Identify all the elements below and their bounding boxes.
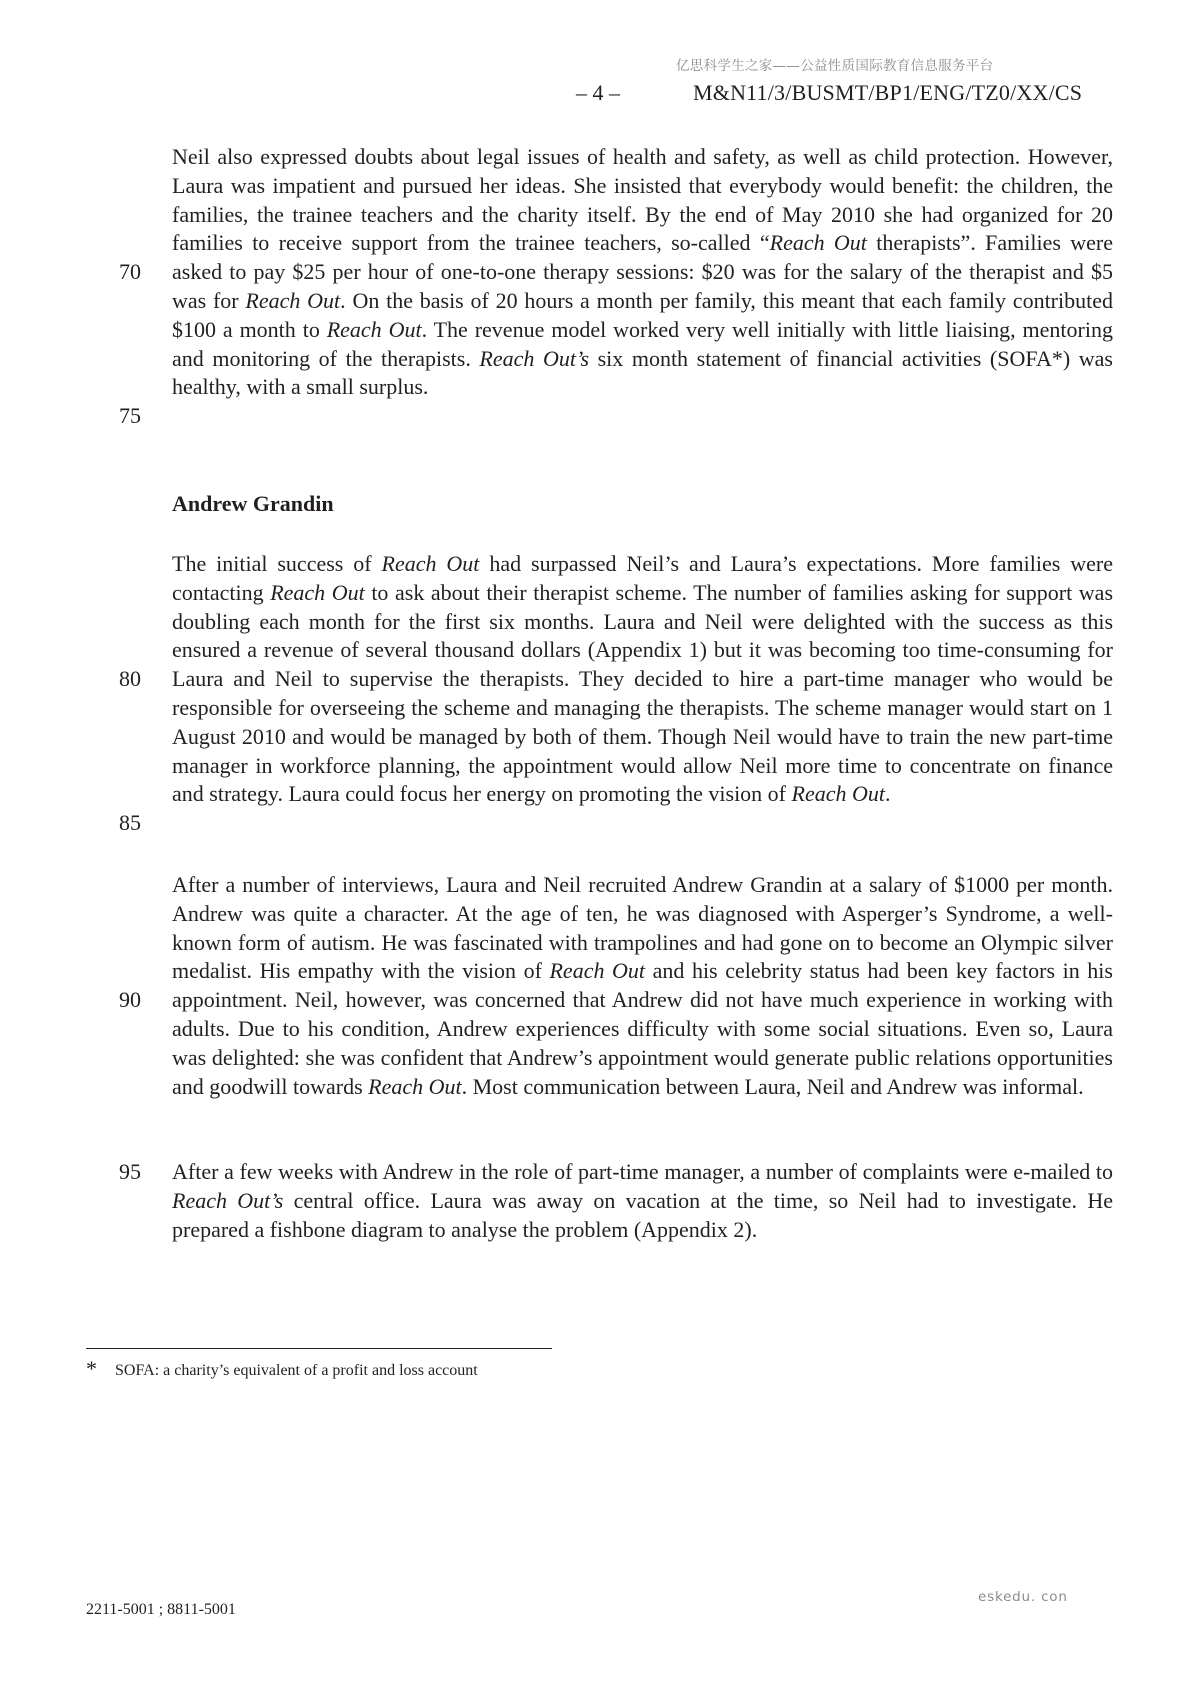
line-number-80: 80 [119, 666, 141, 691]
paragraph-doubts [172, 143, 1113, 402]
line-number-85: 85 [119, 810, 141, 835]
paragraph-3-text: After a number of interviews, Laura and Neil recruited Andrew Grandin at a salary of $1000 per month. Andrew was quite a character. At the age of ten, he was diagnosed with Asperger’s Syndrome, a well-known form of autism. He was fascinated with trampolines and had gone on to become an Olympic silver medalist. His empathy with the vision of Reach Out and his celebrity status had been key factors in his appointment. Neil, however, was concerned that Andrew did not have much experience in working with adults. Due to his condition, Andrew experiences difficulty with some social situations. Even so, Laura was delighted: she was confident that Andrew’s appointment would generate public relations opportunities and goodwill towards Reach Out. Most communication between Laura, Neil and Andrew was informal. [172, 872, 1113, 1099]
paragraph-recruitment [172, 871, 1113, 1101]
footer-watermark: eskedu. con [978, 1589, 1068, 1605]
paragraph-4-text: After a few weeks with Andrew in the role of part-time manager, a number of complaints were e-mailed to Reach Out’s central office. Laura was away on vacation at the time, so Neil had to investigate. He prepared a fishbone diagram to analyse the problem (Appendix 2). [172, 1159, 1113, 1242]
page-number: – 4 – [576, 80, 620, 105]
footnote-marker: * [86, 1356, 97, 1381]
footnote-text: SOFA: a charity’s equivalent of a profit and loss account [115, 1362, 478, 1379]
paragraph-complaints [172, 1158, 1113, 1244]
line-number-90: 90 [119, 987, 141, 1012]
paragraph-2-text: The initial success of Reach Out had surpassed Neil’s and Laura’s expectations. More families were contacting Reach Out to ask about their therapist scheme. The number of families asking for support was doubling each month for the first six months. Laura and Neil were delighted with the success as this ensured a revenue of several thousand dollars (Appendix 1) but it was becoming too time-consuming for Laura and Neil to supervise the therapists. They decided to hire a part-time manager who would be responsible for overseeing the scheme and managing the therapists. The scheme manager would start on 1 August 2010 and would be managed by both of them. Though Neil would have to train the new part-time manager in workforce planning, the appointment would allow Neil more time to concentrate on finance and strategy. Laura could focus her energy on promoting the vision of Reach Out. [172, 551, 1114, 807]
paragraph-1-text: Neil also expressed doubts about legal issues of health and safety, as well as child protection. However, Laura was impatient and pursued her ideas. She insisted that everybody would benefit: the children, the families, the trainee teachers and the charity itself. By the end of May 2010 she had organized for 20 families to receive support from the trainee teachers, so-called “Reach Out therapists”. Families were asked to pay $25 per hour of one-to-one therapy sessions: $20 was for the salary of the therapist and $5 was for Reach Out. On the basis of 20 hours a month per family, this meant that each family contributed $100 a month to Reach Out. The revenue model worked very well initially with little liaising, mentoring and monitoring of the therapists. Reach Out’s six month statement of financial activities (SOFA*) was healthy, with a small surplus. [172, 144, 1114, 400]
footnote-divider [86, 1348, 552, 1349]
section-heading: Andrew Grandin [172, 491, 334, 516]
line-number-75: 75 [119, 403, 141, 428]
header-watermark: 亿思科学生之家——公益性质国际教育信息服务平台 [676, 58, 994, 74]
line-number-95: 95 [119, 1159, 141, 1184]
line-number-70: 70 [119, 259, 141, 284]
paragraph-initial-success [172, 550, 1113, 809]
exam-code: M&N11/3/BUSMT/BP1/ENG/TZ0/XX/CS [693, 80, 1083, 105]
document-code: 2211-5001 ; 8811-5001 [86, 1601, 236, 1618]
